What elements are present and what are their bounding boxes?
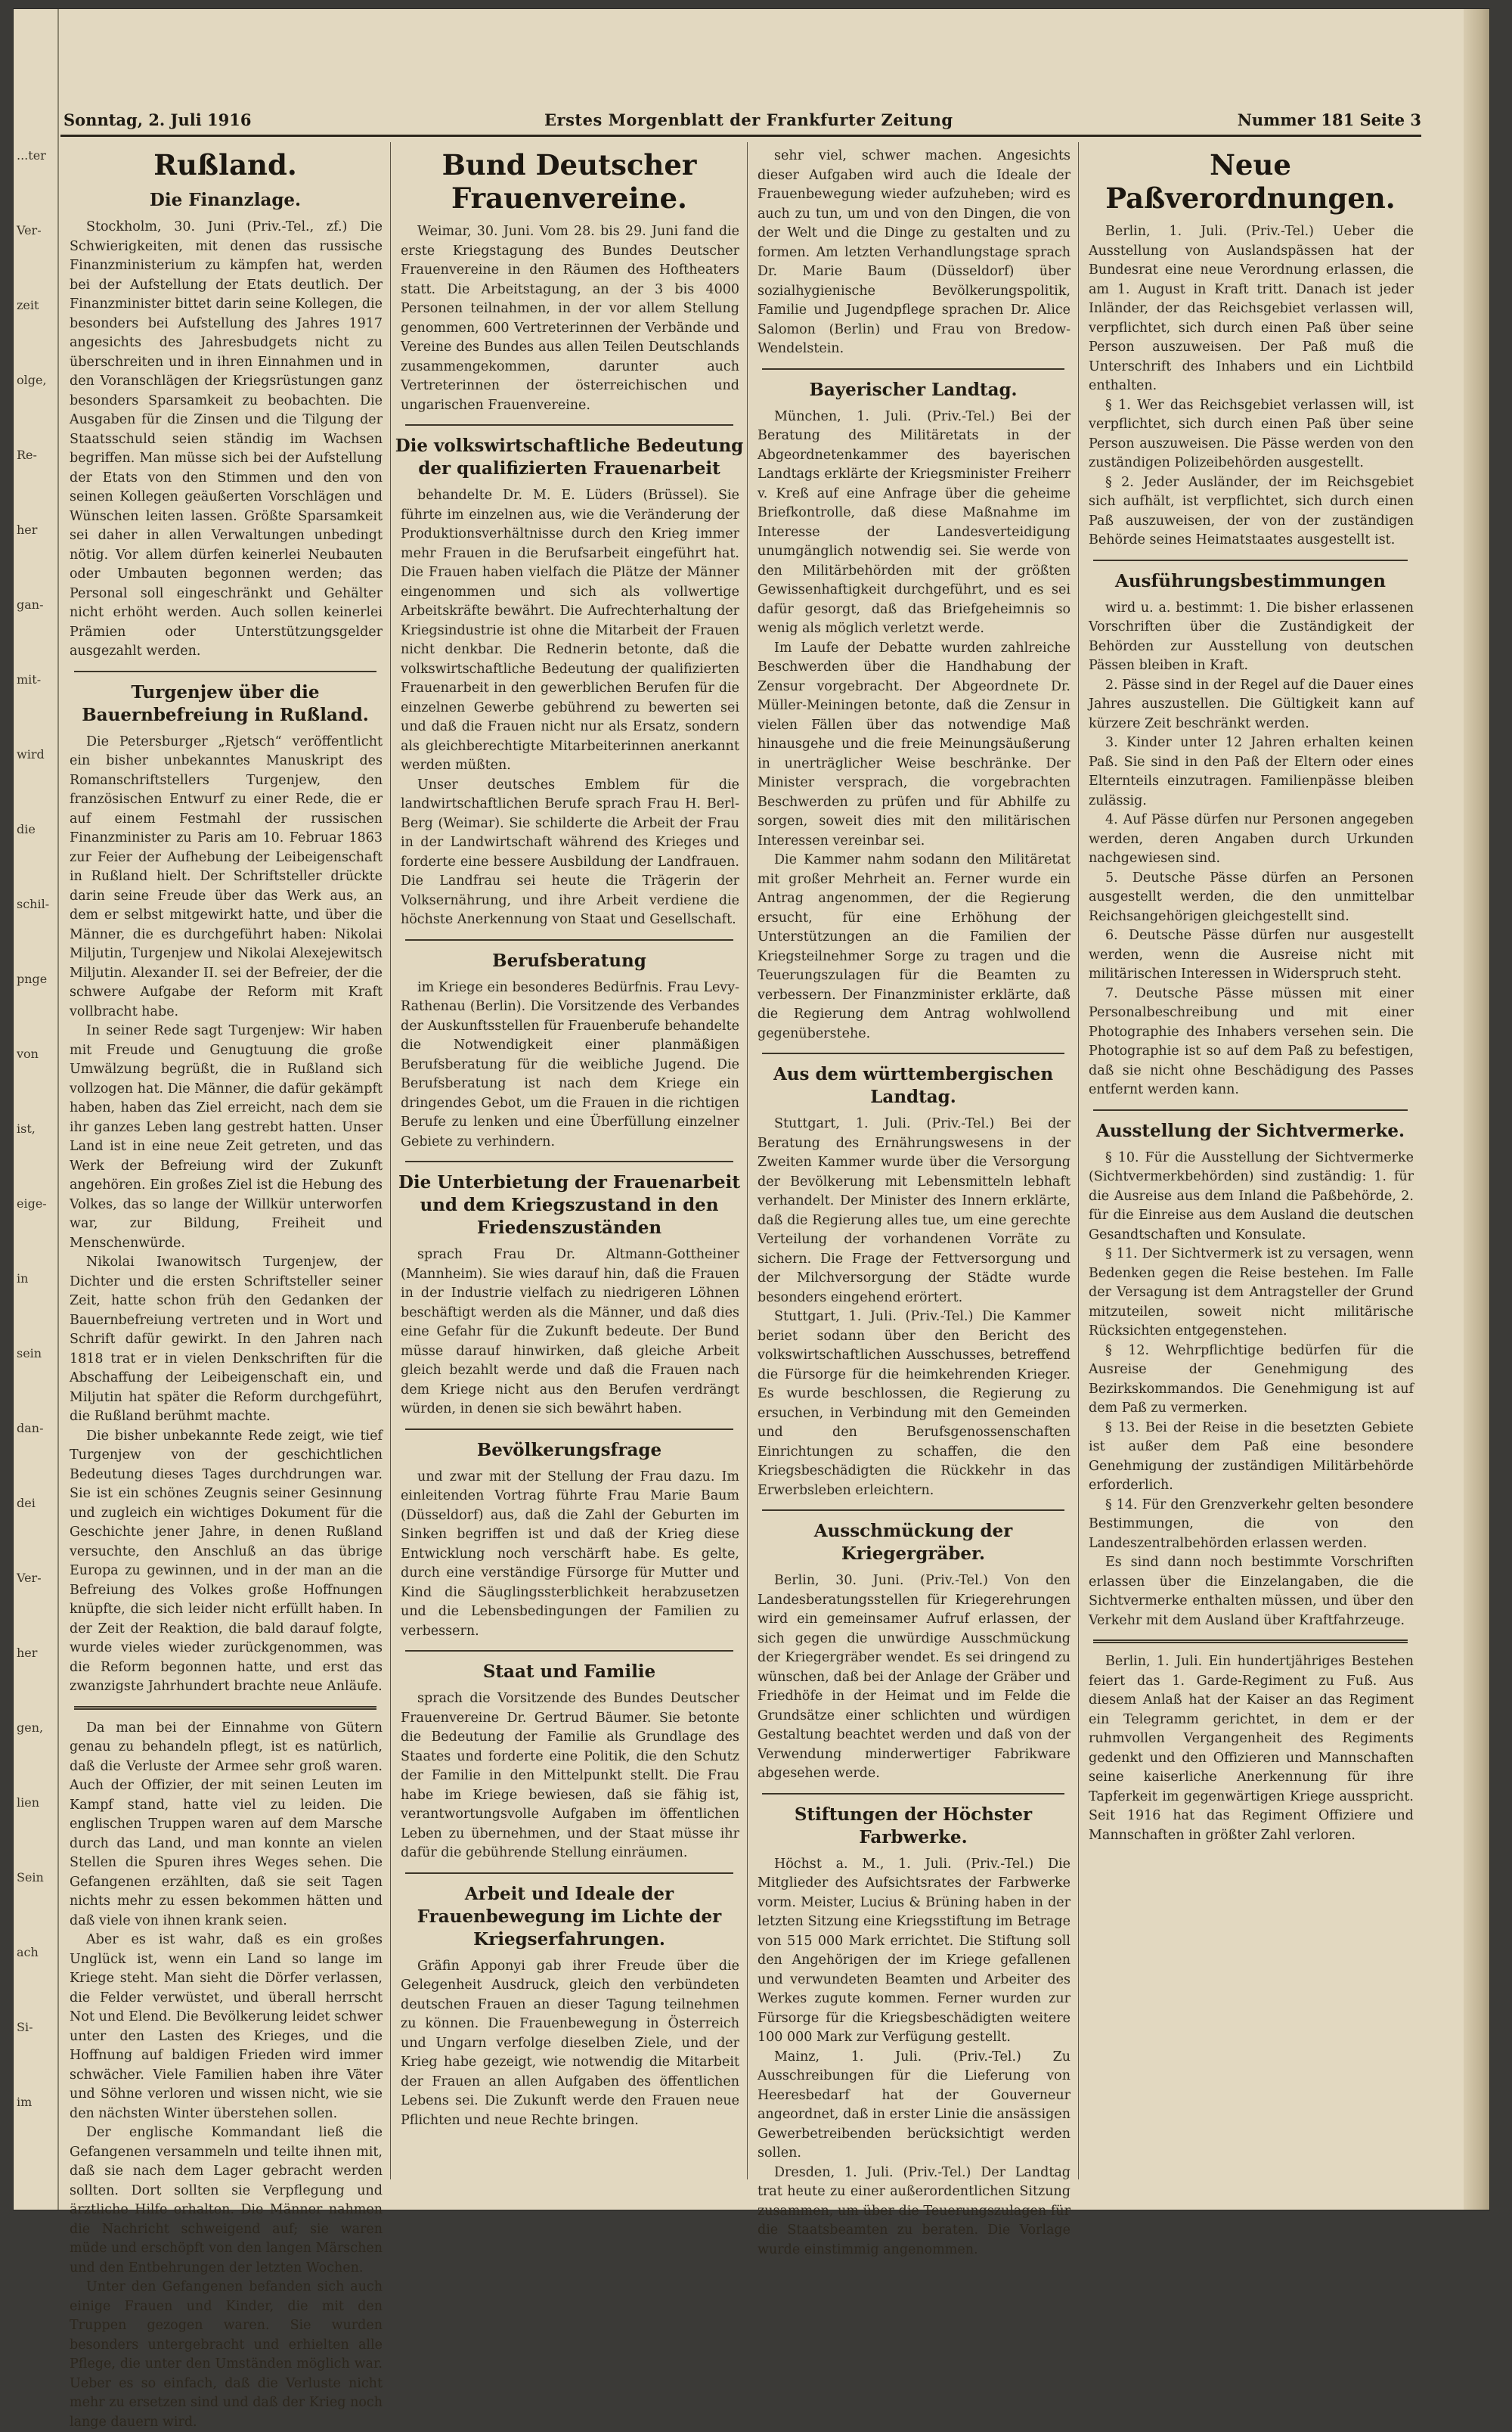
prev-page-fragment: pnge [17,972,48,986]
prev-page-fragment: ach [17,1945,39,1959]
section-rule [74,1706,376,1710]
article-paragraph: Berlin, 1. Juli. (Priv.-Tel.) Ueber die Ausstellung von Auslandspässen hat der Bundesrat eine neue Verordnung erlassen, die am 1. August in Kraft tritt. Danach ist jeder Inländer, der das Reichsgebiet verlassen will, verpflichtet, sich durch einen Paß über seine Person auszuweisen. Der Paß muß die Unterschrift des Inhabers und ein Lichtbild enthalten. [1089,224,1414,393]
article-headline: Rußland. [153,148,297,181]
article-paragraph: Es sind dann noch bestimmte Vorschriften erlassen über die Einzelangaben, die die Sichtvermerke enthalten müssen, und über den Verkehr mit dem Ausland über Kraftfahrzeuge. [1089,1555,1414,1628]
section-subhead: Ausschmückung der Kriegergräber. [813,1521,1013,1564]
section-rule [762,1509,1064,1511]
prev-page-fragment: eige- [17,1196,47,1211]
article-paragraph: Berlin, 1. Juli. Ein hundertjähriges Bestehen feiert das 1. Garde-Regiment zu Fuß. Aus diesem Anlaß hat der Kaiser an das Regiment ein Telegramm gerichtet, in dem er der ruhmvollen Vergangenheit des Regiments gedenkt und den Offizieren und Mannschaften seine kaiserliche Anerkennung für ihre Tapferkeit im gegenwärtigen Kriege ausspricht. Seit 1916 hat das Regiment Offiziere und Mannschaften in größter Zahl verloren. [1089,1654,1414,1843]
section-subhead: Staat und Familie [482,1661,656,1682]
article-paragraph: Die Petersburger „Rjetsch“ veröffentlicht ein bisher unbekanntes Manuskript des Romanschriftstellers Turgenjew, den französischen Entwurf zu einer Rede, die er auf einem Festmahl der russischen Finanzminister zu Paris am 10. Februar 1863 zur Feier der Aufhebung der Leibeigenschaft in Rußland hielt. Der Schriftsteller drückte darin seine Freude über das Werk aus, an dem er selbst mitgewirkt hatte, und über die Männer, die es durchgeführt haben: Nikolai Miljutin, Turgenjew und Nikolai Alexejewitsch Miljutin. Alexander II. sei der Befreier, der die schwere Aufgabe der Reform mit Kraft vollbracht habe. [70,734,383,1019]
prev-page-fragment: Ver- [17,1571,42,1585]
section-rule [1093,1109,1408,1111]
section-rule [1093,1639,1408,1643]
prev-page-fragment: sein [17,1346,42,1360]
article-paragraph: Nikolai Iwanowitsch Turgenjew, der Dichter und die ersten Schriftsteller seiner Zeit, hatte schon früh den Gedanken der Bauernbefreiung vertreten und in Wort und Schrift dafür gewirkt. In den Jahren nach 1818 trat er in vielen Denkschriften für die Abschaffung der Leibeigenschaft ein, und Miljutin hat später die Reform durchgeführt, die Rußland berühmt machte. [70,1255,383,1424]
paper-title: Erstes Morgenblatt der Frankfurter Zeitung [544,110,953,129]
prev-page-fragment: olge, [17,373,47,387]
article-paragraph: § 11. Der Sichtvermerk ist zu versagen, wenn Bedenken gegen die Reise bestehen. Im Falle der Versagung ist dem Antragsteller der Grund mitzuteilen, soweit nicht militärische Rücksichten entgegenstehen. [1089,1246,1414,1339]
prev-page-fragment: Sein [17,1870,44,1884]
masthead [60,106,1421,137]
article-paragraph: Der englische Kommandant ließ die Gefangenen versammeln und teilte ihnen mit, daß sie nach dem Lager gebracht werden sollten. Dort sollten sie Verpflegung und ärztliche Hilfe erhalten. Die Männer nahmen die Nachricht schweigend auf; sie waren müde und erschöpft von den langen Märschen und den Entbehrungen der letzten Wochen. [70,2125,383,2275]
article-paragraph: 5. Deutsche Pässe dürfen an Personen ausgestellt werden, die den unmittelbar Reichsangehörigen gleichgestellt sind. [1089,870,1414,924]
article-paragraph: 7. Deutsche Pässe müssen mit einer Personalbeschreibung und mit einer Photographie des Inhabers versehen sein. Die Photographie ist so auf dem Paß zu befestigen, daß sie nicht ohne Beschädigung des Passes entfernt werden kann. [1089,985,1414,1097]
article-paragraph: sprach Frau Dr. Altmann-Gottheiner (Mannheim). Sie wies darauf hin, daß die Frauen in der Industrie vielfach zu niedrigeren Löhnen beschäftigt werden als die Männer, und daß dies eine Gefahr für die Zukunft bedeute. Der Bund müsse darauf hinwirken, daß gleiche Arbeit gleich bezahlt werde und daß die Frauen nach dem Kriege nicht aus den Berufen verdrängt würden, in denen sie sich bewährt haben. [401,1247,739,1416]
prev-page-fragment: die [17,822,36,836]
section-rule [405,1428,733,1430]
article-paragraph: Die Kammer nahm sodann den Militäretat mit großer Mehrheit an. Ferner wurde ein Antrag angenommen, der die Regierung ersucht, für eine Erhöhung der Unterstützungen an die Familien der Kriegsteilnehmer Sorge zu tragen und die Teuerungszulagen für die Beamten zu verbessern. Der Finanzminister erklärte, daß die Regierung dem Antrag wohlwollend gegenüberstehe. [758,852,1070,1041]
section-subhead: Stiftungen der Höchster Farbwerke. [794,1804,1033,1847]
article-paragraph: und zwar mit der Stellung der Frau dazu. Im einleitenden Vortrag führte Frau Marie Baum (Düsseldorf) aus, daß die Zahl der Geburten im Sinken begriffen ist und daß der Krieg diese Entwicklung noch verschärft habe. Es gelte, durch eine verständige Fürsorge für Mutter und Kind die Säuglingssterblichkeit herabzusetzen und die Lebensbedingungen der Familien zu verbessern. [401,1469,739,1639]
article-paragraph: 6. Deutsche Pässe dürfen nur ausgestellt werden, wenn die Ausreise nicht mit militärischen Interessen in Widerspruch steht. [1089,928,1414,982]
article-paragraph: Höchst a. M., 1. Juli. (Priv.-Tel.) Die Mitglieder des Aufsichtsrates der Farbwerke vorm. Meister, Lucius & Brüning haben in der letzten Sitzung eine Kriegsstiftung im Betrage von 515 000 Mark errichtet. Die Stiftung soll den Angehörigen der im Kriege gefallenen und verwundeten Beamten und Arbeiter des Werkes zugute kommen. Ferner wurden zur Fürsorge für die Kriegsbeschädigten weitere 100 000 Mark zur Verfügung gestellt. [758,1856,1070,2045]
previous-page-strip [14,9,59,2210]
prev-page-fragment: dan- [17,1421,44,1435]
prev-page-fragment: dei [17,1496,36,1510]
section-rule [762,368,1064,370]
prev-page-fragment: Ver- [17,223,42,237]
section-rule [405,939,733,941]
article-paragraph: § 12. Wehrpflichtige bedürfen für die Ausreise der Genehmigung des Bezirkskommandos. Die Genehmigung ist auf dem Paß zu vermerken. [1089,1342,1414,1416]
article-paragraph: Da man bei der Einnahme von Gütern genau zu behandeln pflegt, ist es natürlich, daß die Verluste der Armee sehr groß waren. Auch der Offizier, der mit seinen Leuten im Kampf stand, hatte viel zu leiden. Die englischen Truppen waren auf dem Marsche durch das Land, und man konnte an vielen Stellen die Spuren ihres Weges sehen. Die Gefangenen erzählten, daß sie seit Tagen nichts mehr zu essen bekommen hätten und daß viele von ihnen krank seien. [70,1720,383,1928]
section-rule [762,1053,1064,1054]
article-paragraph: § 14. Für den Grenzverkehr gelten besondere Bestimmungen, die von den Landeszentralbehörden erlassen werden. [1089,1497,1414,1551]
article-paragraph: Mainz, 1. Juli. (Priv.-Tel.) Zu Ausschreibungen für die Lieferung von Heeresbedarf hat der Gouverneur angeordnet, daß in erster Linie die ansässigen Gewerbetreibenden berücksichtigt werden sollen. [758,2049,1070,2161]
article-paragraph: § 13. Bei der Reise in die besetzten Gebiete ist außer dem Paß eine besondere Genehmigung der zuständigen Militärbehörde erforderlich. [1089,1419,1414,1493]
article-paragraph: Stockholm, 30. Juni (Priv.-Tel., zf.) Die Schwierigkeiten, mit denen das russische Finanzministerium zu kämpfen hat, werden bei der Aufstellung der Etats deutlich. Der Finanzminister bittet darin seine Kollegen, die besonders bei Aufstellung des Jahres 1917 angesichts des Jahresbudgets nicht zu überschreiten und in ihren Einnahmen und in den Voranschlägen der Kriegsrüstungen ganz besonders Sparsamkeit zu beobachten. Die Ausgaben für die Zinsen und die Tilgung der Staatsschuld seien ständig im Wachsen begriffen. Man müsse sich bei der Aufstellung der Etats von den Stimmen und den von seinen Kollegen geäußerten Vorschlägen und Wünschen leiten lassen. Größte Sparsamkeit sei daher in allen Verwaltungen unbedingt nötig. Vor allem dürfen keinerlei Neubauten oder Umbauten begonnen werden; das Personal soll eingeschränkt und Gehälter nicht erhöht werden. Auch sollen keinerlei Prämien oder Unterstützungsgelder ausgezahlt werden. [70,219,383,659]
article-paragraph: wird u. a. bestimmt: 1. Die bisher erlassenen Vorschriften über die Zuständigkeit der Behörden zur Ausstellung von deutschen Pässen bleiben in Kraft. [1089,600,1414,673]
article-paragraph: Im Laufe der Debatte wurden zahlreiche Beschwerden über die Handhabung der Zensur vorgebracht. Der Abgeordnete Dr. Müller-Meiningen betonte, daß die Zensur in vielen Fällen über das notwendige Maß hinausgehe und die freie Meinungsäußerung in unerträglicher Weise beschränke. Der Minister versprach, die vorgebrachten Beschwerden zu prüfen und für Abhilfe zu sorgen, soweit dies mit den militärischen Interessen vereinbar sei. [758,640,1070,848]
article-headline: Neue Paßverordnungen. [1105,148,1396,215]
prev-page-fragment: lien [17,1795,40,1810]
article-paragraph: § 10. Für die Ausstellung der Sichtvermerke (Sichtvermerkbehörden) sind zuständig: 1. für die Ausreise aus dem Inland die Paßbehörde, 2. für die Einreise aus dem Ausland die deutschen Gesandtschaften und Konsulate. [1089,1149,1414,1242]
prev-page-fragment: Re- [17,448,37,462]
article-paragraph: Dresden, 1. Juli. (Priv.-Tel.) Der Landtag trat heute zu einer außerordentlichen Sitzung zusammen, um über die Teuerungszulagen für die Staatsbeamten zu beraten. Die Vorlage wurde einstimmig angenommen. [758,2164,1070,2257]
prev-page-fragment: Si- [17,2020,33,2034]
section-subhead: Ausführungsbestimmungen [1114,570,1387,591]
prev-page-fragment: in [17,1271,29,1286]
article-paragraph: Unser deutsches Emblem für die landwirtschaftlichen Berufe sprach Frau H. Berl-Berg (Weimar). Sie schilderte die Arbeit der Frau in der Landwirtschaft während des Krieges und forderte eine bessere Ausbildung der Landfrauen. Die Landfrau sei heute die Trägerin der Volksernährung, und ihre Arbeit verdiene die höchste Anerkennung von Staat und Gesellschaft. [401,777,739,927]
column-1 [60,142,391,2430]
section-subhead: Die Finanzlage. [149,190,302,210]
article-headline: Bund Deutscher Frauenvereine. [442,148,697,215]
prev-page-fragment: gan- [17,597,44,612]
column-3 [748,142,1079,2257]
article-paragraph: behandelte Dr. M. E. Lüders (Brüssel). Sie führte im einzelnen aus, wie die Veränderung der Produktionsverhältnisse durch den Krieg immer mehr Frauen in die Berufsarbeit eingeführt hat. Die Frauen haben vielfach die Plätze der Männer eingenommen und sich als vollwertige Arbeitskräfte bewährt. Die Aufrechterhaltung der Kriegsindustrie ist ohne die Mitarbeit der Frauen nicht denkbar. Die Rednerin betonte, daß die volkswirtschaftliche Bedeutung der qualifizierten Frauenarbeit in den gewerblichen Berufen für die einzelnen Gewerbe gebührend zu bewerten sei und daß die Frauen nicht nur als Ersatz, sondern als gleichberechtigte Mitarbeiterinnen anerkannt werden müßten. [401,488,739,773]
article-paragraph: § 2. Jeder Ausländer, der im Reichsgebiet sich aufhält, ist verpflichtet, sich durch einen Paß auszuweisen, der von der zuständigen Behörde seines Heimatstaates ausgestellt ist. [1089,474,1414,548]
prev-page-fragment: her [17,1646,38,1660]
prev-page-fragment: von [17,1047,39,1061]
section-rule [762,1793,1064,1795]
prev-page-fragment: ist, [17,1121,36,1136]
article-paragraph: Weimar, 30. Juni. Vom 28. bis 29. Juni fand die erste Kriegstagung des Bundes Deutscher Frauenvereine in den Räumen des Hoftheaters statt. Die Arbeitstagung, an der 3 bis 4000 Personen teilnahmen, in der vor allem Stellung genommen, 600 Vertreterinnen der Verbände und Vereine des Bundes aus allen Teilen Deutschlands zusammengekommen, darunter auch Vertreterinnen der österreichischen und ungarischen Frauenvereine. [401,224,739,413]
section-subhead: Turgenjew über die Bauernbefreiung in Rußland. [82,681,369,725]
article-paragraph: 4. Auf Pässe dürfen nur Personen angegeben werden, deren Angaben durch Urkunden nachgewiesen sind. [1089,812,1414,866]
section-rule [74,671,376,672]
prev-page-fragment: wird [17,747,45,762]
article-paragraph: Gräfin Apponyi gab ihrer Freude über die Gelegenheit Ausdruck, gleich den verbündeten deutschen Frauen an dieser Tagung teilnehmen zu können. Die Frauenbewegung in Österreich und Ungarn verfolge dieselben Ziele, und der Krieg habe gezeigt, wie notwendig die Mitarbeit der Frauen an allen Aufgaben des öffentlichen Lebens sei. Die Zukunft werde den Frauen neue Pflichten und neue Rechte bringen. [401,1958,739,2128]
prev-page-fragment: im [17,2095,33,2109]
section-subhead: Ausstellung der Sichtvermerke. [1095,1120,1405,1141]
prev-page-fragment: zeit [17,298,39,312]
section-subhead: Bayerischer Landtag. [809,379,1018,400]
prev-page-fragment: her [17,523,38,537]
prev-page-fragment: schil- [17,897,50,911]
section-subhead: Aus dem württembergischen Landtag. [773,1064,1054,1107]
column-4 [1080,142,1421,2179]
issue-number: Nummer 181 Seite 3 [1237,110,1421,129]
article-paragraph: 2. Pässe sind in der Regel auf die Dauer eines Jahres auszustellen. Die Gültigkeit kann auf kürzere Zeit beschränkt werden. [1089,677,1414,731]
prev-page-fragment: mit- [17,672,42,687]
article-paragraph: Unter den Gefangenen befanden sich auch einige Frauen und Kinder, die mit den Truppen gezogen waren. Sie wurden besonders untergebracht und erhielten alle Pflege, die unter den Umständen möglich war. Ueber es so einfach, daß die Verluste nicht mehr zu ersetzen sind und daß der Krieg noch lange dauern wird. [70,2279,383,2430]
article-paragraph: Aber es ist wahr, daß es ein großes Unglück ist, wenn ein Land so lange im Kriege steht. Man sieht die Dörfer verlassen, die Felder verwüstet, und überall herrscht Not und Elend. Die Bevölkerung leidet schwer unter den Lasten des Krieges, und die Hoffnung auf baldigen Frieden wird immer schwächer. Viele Familien haben ihre Väter und Söhne verloren und wissen nicht, wie sie den nächsten Winter überstehen sollen. [70,1932,383,2121]
prev-page-fragment: gen, [17,1720,44,1735]
section-rule [405,1650,733,1652]
issue-date: Sonntag, 2. Juli 1916 [64,110,252,129]
article-paragraph: In seiner Rede sagt Turgenjew: Wir haben mit Freude und Genugtuung die große Umwälzung begrüßt, die in Rußland sich vollzogen hat. Die Männer, die dafür gekämpft haben, haben das Ziel erreicht, nach dem sie ihr ganzes Leben lang gestrebt hatten. Unser Land ist in eine neue Zeit getreten, und das Werk der Befreiung wird der Zukunft angehören. Ein großes Ziel ist die Hebung des Volkes, das so lange der Willkür unterworfen war, zur Bildung, Freiheit und Menschenwürde. [70,1023,383,1251]
article-paragraph: 3. Kinder unter 12 Jahren erhalten keinen Paß. Sie sind in den Paß der Eltern oder eines Elternteils einzutragen. Familienpässe bleiben zulässig. [1089,735,1414,808]
section-rule [1093,560,1408,561]
section-rule [405,424,733,426]
section-subhead: Berufsberatung [492,950,646,971]
column-2 [392,142,748,2179]
article-paragraph: sehr viel, schwer machen. Angesichts dieser Aufgaben wird auch die Ideale der Frauenbewegung wieder aufzuheben; wird es auch zu tun, um und von den Dingen, die von der Welt und die Dinge zu gestalten und zu formen. Am letzten Verhandlungstage sprach Dr. Marie Baum (Düsseldorf) über sozialhygienische Bevölkerungspolitik, Familie und Jugendpflege sprachen Dr. Alice Salomon (Berlin) und Frau von Bredow-Wendelstein. [758,148,1070,356]
section-rule [405,1872,733,1874]
article-paragraph: im Kriege ein besonderes Bedürfnis. Frau Levy-Rathenau (Berlin). Die Vorsitzende des Verbandes der Auskunftsstellen für Frauenberufe behandelte die Notwendigkeit einer planmäßigen Berufsberatung für die weibliche Jugend. Die Berufsberatung ist nach dem Kriege ein dringendes Gebot, um die Frauen in die richtigen Berufe zu lenken und eine Überfüllung einzelner Gebiete zu verhindern. [401,979,739,1149]
section-rule [405,1161,733,1162]
article-paragraph: München, 1. Juli. (Priv.-Tel.) Bei der Beratung des Militäretats in der Abgeordnetenkammer des bayerischen Landtags erklärte der Kriegsminister Freiherr v. Kreß auf eine Anfrage über die geheime Briefkontrolle, daß diese Maßnahme im Interesse der Landesverteidigung unumgänglich notwendig sei. Sie werde von den Militärbehörden mit der größten Gewissenhaftigkeit durchgeführt, und es sei dafür gesorgt, daß das Briefgeheimnis so wenig als möglich verletzt werde. [758,408,1070,636]
article-paragraph: Berlin, 30. Juni. (Priv.-Tel.) Von den Landesberatungsstellen für Kriegerehrungen wird ein gemeinsamer Aufruf erlassen, der sich gegen die unwürdige Ausschmückung der Kriegergräber wendet. Es sei dringend zu wünschen, daß bei der Anlage der Gräber und Friedhöfe in der Heimat und im Felde die Grundsätze einer schlichten und würdigen Gestaltung beachtet werden und daß von der Verwendung minderwertiger Fabrikware abgesehen werde. [758,1573,1070,1781]
section-subhead: Bevölkerungsfrage [476,1439,662,1460]
article-paragraph: § 1. Wer das Reichsgebiet verlassen will, ist verpflichtet, sich durch einen Paß über seine Person auszuweisen. Die Pässe werden von den zuständigen Polizeibehörden ausgestellt. [1089,397,1414,470]
article-paragraph: sprach die Vorsitzende des Bundes Deutscher Frauenvereine Dr. Gertrud Bäumer. Sie betonte die Bedeutung der Familie als Grundlage des Staates und forderte eine Politik, die den Schutz der Familie in den Mittelpunkt stellt. Die Frau habe im Kriege bewiesen, daß sie fähig ist, verantwortungsvolle Aufgaben im öffentlichen Leben zu übernehmen, und der Staat müsse ihr dafür die gebührende Stellung einräumen. [401,1691,739,1860]
article-paragraph: Stuttgart, 1. Juli. (Priv.-Tel.) Bei der Beratung des Ernährungswesens in der Zweiten Kammer wurde über die Versorgung der Bevölkerung mit Lebensmitteln lebhaft verhandelt. Der Minister des Innern erklärte, daß die Regierung alles tue, um eine gerechte Verteilung der vorhandenen Vorräte zu sichern. Die Frage der Fettversorgung und der Milchversorgung der Städte wurde besonders eingehend erörtert. [758,1116,1070,1305]
section-subhead: Die volkswirtschaftliche Bedeutung der qualifizierten Frauenarbeit [395,436,744,479]
article-paragraph: Stuttgart, 1. Juli. (Priv.-Tel.) Die Kammer beriet sodann über den Bericht des volkswirtschaftlichen Ausschusses, betreffend die Fürsorge für die heimkehrenden Krieger. Es wurde beschlossen, die Regierung zu ersuchen, in Verbindung mit den Gemeinden und den Berufsgenossenschaften Einrichtungen zu schaffen, die den Kriegsbeschädigten die Rückkehr in das Erwerbsleben erleichtern. [758,1309,1070,1498]
article-paragraph: Die bisher unbekannte Rede zeigt, wie tief Turgenjew von der geschichtlichen Bedeutung dieses Tages durchdrungen war. Sie ist ein schönes Zeugnis seiner Gesinnung und zugleich ein wichtiges Dokument für die Geschichte jener Jahre, in denen Rußland versuchte, den Anschluß an das übrige Europa zu gewinnen, und in der man an die Befreiung des Volkes große Hoffnungen knüpfte, die sich leider nicht erfüllt haben. In der Zeit der Reaktion, die bald darauf folgte, wurde vieles wieder zurückgenommen, was die Reform begonnen hatte, und erst das zwanzigste Jahrhundert brachte neue Anläufe. [70,1428,383,1694]
prev-page-fragment: ...ter [17,148,46,163]
section-subhead: Die Unterbietung der Frauenarbeit und dem Kriegszustand in den Friedenszuständen [398,1172,741,1238]
newspaper-page [14,9,1489,2430]
section-subhead: Arbeit und Ideale der Frauenbewegung im Lichte der Kriegserfahrungen. [417,1883,722,1950]
page-edge [1464,9,1489,2210]
